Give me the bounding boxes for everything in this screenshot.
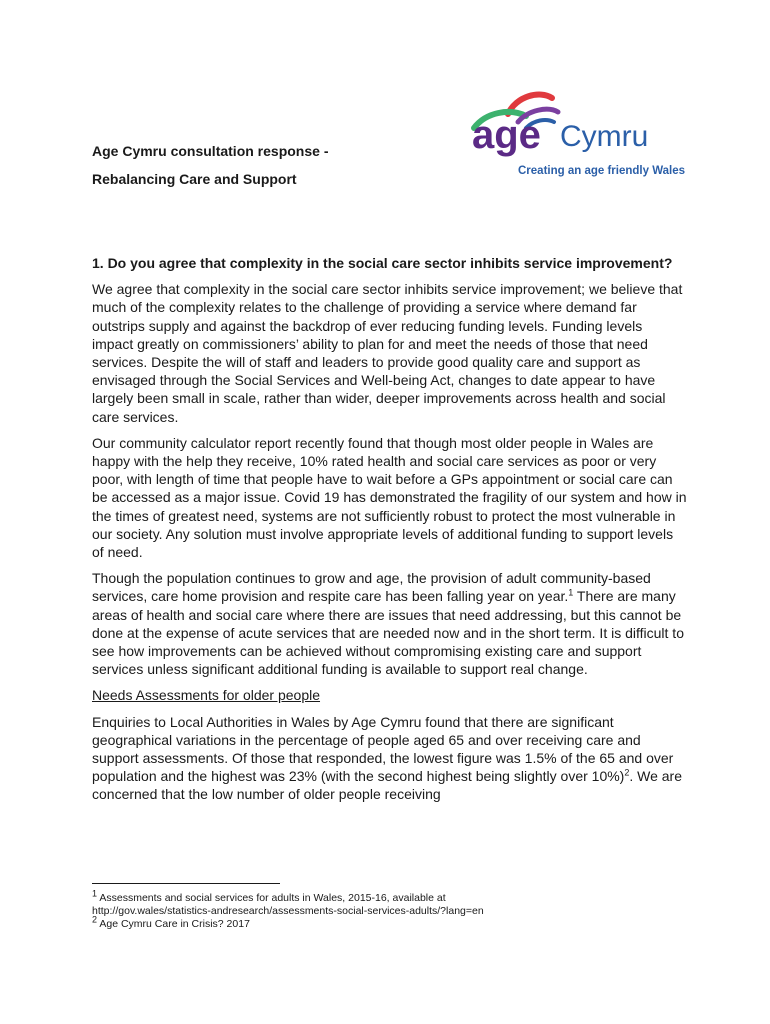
document-title bbox=[92, 143, 328, 187]
logo-graphic bbox=[468, 88, 693, 180]
footnote-1-url: http://gov.wales/statistics-andresearch/assessments-social-services-adults/?lang=en bbox=[92, 905, 484, 917]
paragraph-2: Our community calculator report recently found that though most older people in Wales are happy with the help they receive, 10% rated health and social care services as poor or very poor, with length of time that people have to wait before a GPs appointment or social care can be accessed as a major issue. Covid 19 has demonstrated the fragility of our system and how in the times of greatest need, systems are not sufficiently robust to protect the most vulnerable in our society. Any solution must involve appropriate levels of additional funding to support levels of need. bbox=[92, 434, 687, 561]
footnote-1-number: 1 bbox=[92, 888, 98, 899]
paragraph-4 bbox=[92, 713, 687, 804]
footnote-1 bbox=[92, 888, 687, 905]
paragraph-4-part-b: . We are concerned that the low number of older people receiving bbox=[92, 768, 683, 803]
title-line-1: Age Cymru consultation response - bbox=[92, 143, 329, 159]
footnote-ref-1: 1 bbox=[568, 587, 574, 598]
logo-word-age: age bbox=[472, 113, 541, 157]
footnote-2-number: 2 bbox=[92, 914, 98, 925]
paragraph-4-part-a: Enquiries to Local Authorities in Wales by Age Cymru found that there are significant geographical variations in the percentage of people aged 65 and over receiving care and support assessments. Of those that responded, the lowest figure was 1.5% of the 65 and over population and the highest was 23% (with the second highest being slightly over 10%) bbox=[92, 713, 674, 785]
footnote-ref-2: 2 bbox=[624, 767, 630, 778]
paragraph-3-part-a: Though the population continues to grow and age, the provision of adult community-based services, care home provision and respite care has been falling year on year. bbox=[92, 570, 651, 605]
paragraph-3-part-b: There are many areas of health and social care where there are issues that need addressing, but this cannot be done at the expense of acute services that are needed now and in the short term. It is difficult to see how improvements can be achieved without compromising existing care and support services unless significant additional funding is available to support real change. bbox=[92, 588, 684, 678]
paragraph-3 bbox=[92, 569, 687, 678]
footnote-2 bbox=[92, 914, 687, 931]
logo-word-cymru: Cymru bbox=[560, 120, 649, 153]
logo-tagline: Creating an age friendly Wales bbox=[518, 165, 686, 177]
document-body bbox=[92, 254, 687, 812]
footnote-2-text: Age Cymru Care in Crisis? 2017 bbox=[97, 918, 250, 930]
question-1: 1. Do you agree that complexity in the social care sector inhibits service improvement? bbox=[92, 255, 673, 271]
subheading-needs-assessments: Needs Assessments for older people bbox=[92, 687, 321, 704]
paragraph-1: We agree that complexity in the social care sector inhibits service improvement; we believe that much of the complexity relates to the challenge of providing a service where demand far outstrips supply and against the backdrop of ever reducing funding levels. Funding levels impact greatly on commissioners’ ability to plan for and meet the needs of those that need services. Despite the will of staff and leaders to provide good quality care and support as envisaged through the Social Services and Well-being Act, changes to date appear to have largely been small in scale, rather than wider, deeper improvements across health and social care services. bbox=[92, 281, 683, 425]
footnotes bbox=[92, 883, 687, 931]
footnote-1-text: Assessments and social services for adults in Wales, 2015-16, available at bbox=[97, 892, 446, 904]
age-cymru-logo bbox=[468, 88, 693, 180]
title-line-2: Rebalancing Care and Support bbox=[92, 171, 297, 187]
footnote-divider bbox=[92, 883, 280, 884]
